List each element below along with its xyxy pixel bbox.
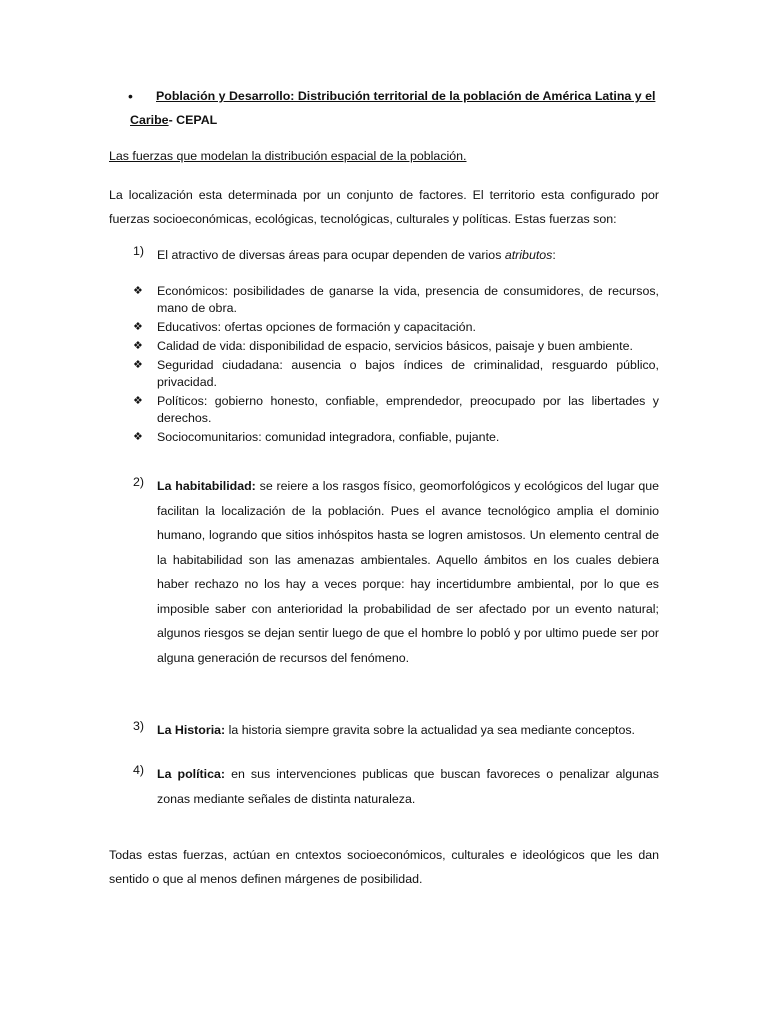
attributes-list: [133, 283, 659, 448]
attribute-text: : ausencia o bajos índices de criminalidad, resguardo público, privacidad.: [157, 358, 659, 389]
list-item: [133, 283, 659, 317]
list-item: [133, 393, 659, 427]
item-number: 2): [133, 475, 145, 489]
attribute-text: : posibilidades de ganarse la vida, presencia de consumidores, de recursos, mano de obra.: [157, 284, 659, 315]
item-emphasis: atributos: [504, 248, 553, 262]
attribute-label: Seguridad ciudadana: [157, 358, 280, 372]
item-text: se reiere a los rasgos físico, geomorfológicos y ecológicos del lugar que facilitan la localización de la población. Pues el avance tecnológico amplia el dominio humano, logrando que sitios inhóspitos hasta se logren amistosos. Un elemento central de la habitabilidad son las amenazas ambientales. Aquello ámbitos en los cuales debiera haber rechazo no los hay a veces porque: hay incertidumbre ambiental, por lo que es imposible saber con anterioridad la probabilidad de ser afectado por un evento natural; algunos riesgos se dejan sentir luego de que el hombre lo pobló y por ultimo puede ser por alguna generación de recursos del fenómeno.: [157, 479, 659, 665]
item-text: la historia siempre gravita sobre la actualidad ya sea mediante conceptos.: [225, 723, 635, 737]
list-item: [133, 338, 659, 355]
numbered-item-4: [133, 762, 659, 811]
item-number: 4): [133, 763, 145, 777]
attribute-text: : disponibilidad de espacio, servicios básicos, paisaje y buen ambiente.: [242, 339, 633, 353]
item-text-end: :: [552, 248, 556, 262]
diamond-bullet-icon: ❖: [133, 395, 143, 407]
closing-paragraph: Todas estas fuerzas, actúan en cntextos socioeconómicos, culturales e ideológicos que les dan sentido o que al menos definen márgenes de posibilidad.: [109, 848, 659, 886]
attribute-label: Económicos: [157, 284, 225, 298]
numbered-item-3: [133, 718, 659, 743]
diamond-bullet-icon: ❖: [133, 359, 143, 371]
item-label: La habitabilidad:: [157, 479, 256, 493]
attribute-label: Educativos: [157, 320, 218, 334]
numbered-item-2: [133, 474, 659, 670]
title-source: - CEPAL: [168, 113, 218, 127]
attribute-text: : gobierno honesto, confiable, emprendedor, preocupado por las libertades y derechos.: [157, 394, 659, 425]
numbered-item-1: [133, 243, 659, 268]
attribute-label: Calidad de vida: [157, 339, 243, 353]
item-text: El atractivo de diversas áreas para ocupar dependen de varios: [157, 248, 505, 262]
document-title: Población y Desarrollo: Distribución territorial de la población de América Latina y el Caribe: [130, 89, 656, 127]
item-number: 3): [133, 719, 145, 733]
diamond-bullet-icon: ❖: [133, 285, 143, 297]
attribute-label: Sociocomunitarios: [157, 430, 259, 444]
list-item: [133, 357, 659, 391]
bullet-dot: •: [128, 88, 133, 104]
item-label: La Historia:: [157, 723, 226, 737]
item-number: 1): [133, 244, 145, 258]
section-heading: Las fuerzas que modelan la distribución espacial de la población.: [109, 149, 467, 163]
diamond-bullet-icon: ❖: [133, 340, 143, 352]
attribute-text: : comunidad integradora, confiable, pujante.: [258, 430, 500, 444]
attribute-label: Políticos: [157, 394, 204, 408]
title-bullet-item: [130, 84, 660, 132]
diamond-bullet-icon: ❖: [133, 431, 143, 443]
item-text: en sus intervenciones publicas que buscan favoreces o penalizar algunas zonas mediante señales de distinta naturaleza.: [157, 767, 659, 806]
intro-paragraph: La localización esta determinada por un conjunto de factores. El territorio esta configurado por fuerzas socioeconómicas, ecológicas, tecnológicas, culturales y políticas. Estas fuerzas son:: [109, 188, 659, 226]
diamond-bullet-icon: ❖: [133, 321, 143, 333]
list-item: [133, 319, 659, 336]
item-label: La política:: [157, 767, 226, 781]
attribute-text: : ofertas opciones de formación y capacitación.: [217, 320, 476, 334]
list-item: [133, 429, 659, 446]
